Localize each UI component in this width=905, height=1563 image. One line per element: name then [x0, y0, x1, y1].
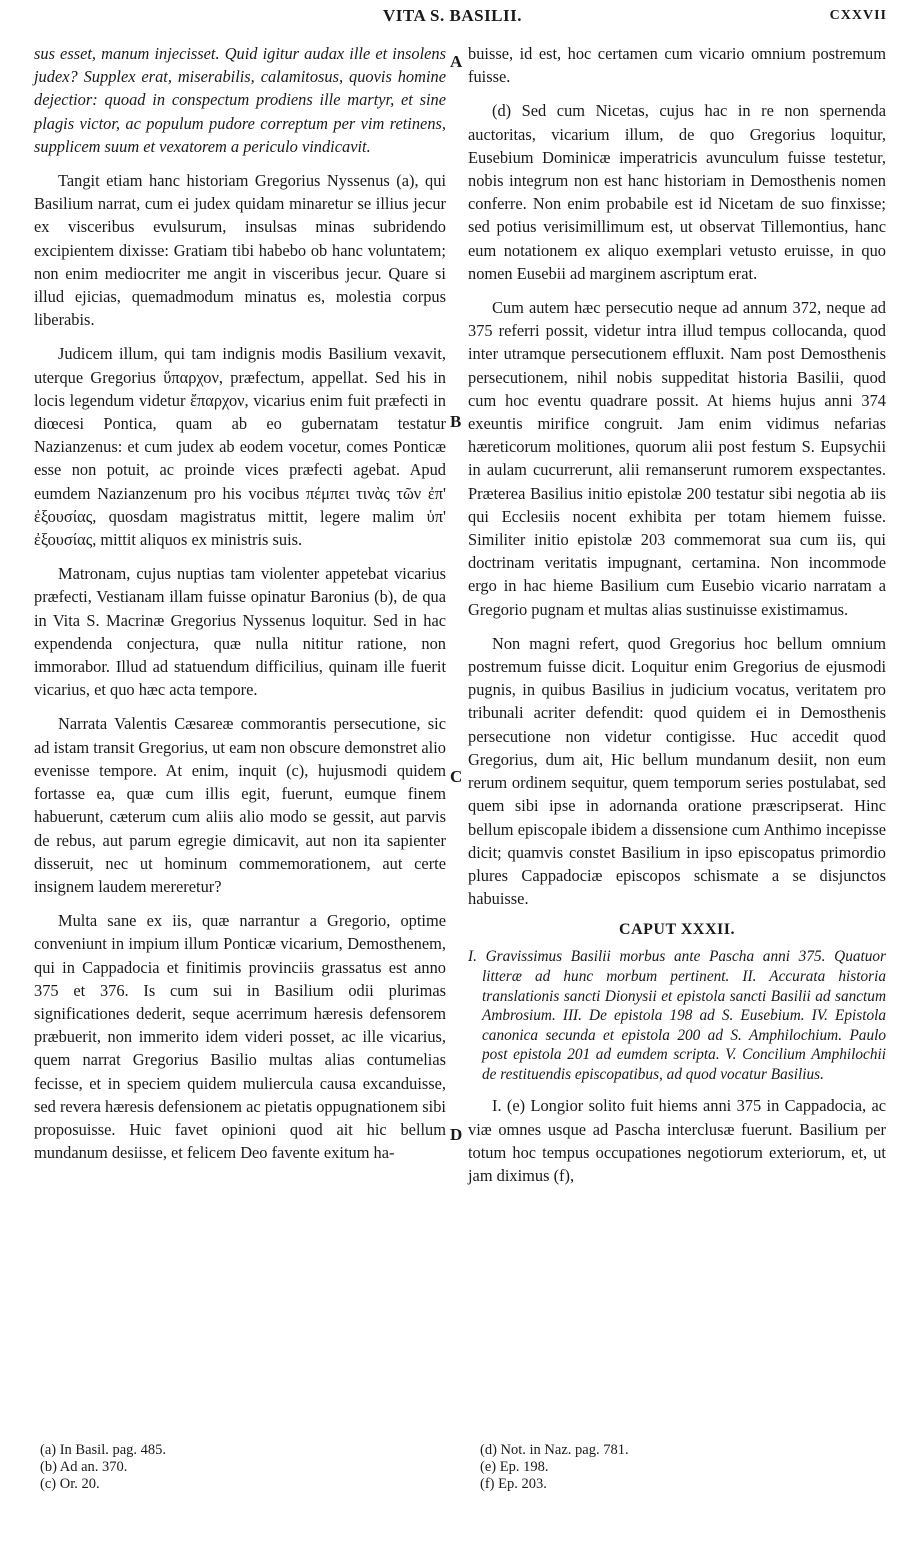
paragraph: Judicem illum, qui tam indignis modis Basilium vexavit, uterque Gregorius ὕπαρχον, præfectum, appellat. Sed his in locis legendum videtur ἔπαρχον, vicarius enim fuit præfecti in diœcesi Pontica, quam ab eo gubernatam testatur Nazianzenus: et cum judex ab eodem vocetur, comes Ponticæ esse non potuit, ac proinde vices præfecti agebat. Apud eumdem Nazianzenum pro his vocibus πέμπει τινὰς τῶν ἐπ' ἐξουσίας, quosdam magistratus mittit, legere malim ὑπ' ἐξουσίας, mittit aliquos ex ministris suis.	[34, 344, 446, 550]
paragraph: Narrata Valentis Cæsareæ commorantis persecutione, sic ad istam transit Gregorius, ut eam non obscure demonstret alio evenisse tempore. At enim, inquit (c), hujusmodi quidem fortasse ea, quæ cum illis egit, fuerunt, eumque finem habuerunt, cæterum cum aliis alio modo se gessit, aut parvis de rebus, aut parum egregie dimicavit, aut non ita sapienter disseruit, nec ut hominum commemorationem, aut certe insignem laudem mereretur?	[34, 714, 446, 896]
paragraph: Multa sane ex iis, quæ narrantur a Gregorio, optime conveniunt in impium illum Ponticæ vicarium, Demosthenem, qui in Cappadocia et finitimis provinciis grassatus est anno 375 et 376. Is cum sui in Basilium odii plurimas significationes dederit, seque acerrimum hæresis defensorem præbuerit, non immerito idem videri posset, ac ille vicarius, quem narrat Gregorius Basilio multas alias contumelias fecisse, et in speciem quidem muliercula causa excanduisse, sed revera hæresis defensionem ac pietatis oppugnationem sibi proposuisse. Huic favet opinioni quod ait hic bellum mundanum desiisse, et felicem Deo favente exitum ha-	[34, 911, 446, 1163]
footnote: (d) Not. in Naz. pag. 781.	[480, 1442, 629, 1458]
page-header	[0, 6, 905, 40]
page-number: CXXVII	[829, 8, 887, 23]
left-column	[34, 42, 446, 1175]
paragraph: Matronam, cujus nuptias tam violenter appetebat vicarius præfecti, Vestianam illam fuisse opinatur Baronius (b), de qua in Vita S. Macrinæ Gregorius Nyssenus loquitur. Sed in hac expendenda conjectura, quæ nulla nititur ratione, non immorabor. Illud ad statuendum difficilius, quinam ille fuerit vicarius, et quo hæc acta tempore.	[34, 564, 446, 700]
margin-letter-c: C	[450, 767, 463, 786]
right-column	[468, 42, 886, 1198]
footnote: (c) Or. 20.	[40, 1476, 100, 1492]
running-title: VITA S. BASILII.	[382, 6, 523, 25]
footnote: (e) Ep. 198.	[480, 1459, 549, 1475]
margin-letter-a: A	[450, 52, 463, 71]
footnote: (b) Ad an. 370.	[40, 1459, 128, 1475]
paragraph: Cum autem hæc persecutio neque ad annum 372, neque ad 375 referri possit, videtur intra illud tempus collocanda, quod inter utramque persecutionem effluxit. Nam post Demosthenis persecutionem, nihil nobis suppeditat historia Basilii, quod cum hoc eventu quadrare possit. At hiems hujus anni 374 exeuntis mirifice congruit. Jam enim vidimus nefarias hæreticorum molitiones, quorum alii post festum S. Eupsychii in aulam cucurrerunt, alii remanserunt rumorem exspectantes. Præterea Basilius initio epistolæ 200 testatur sibi negotia ab iis qui Ecclesiis nocent exhibita per totam hiemem fuisse. Similiter initio epistolæ 203 commemorat sua cum iis, qui doctrinam veritatis impugnant, certamina. Non incommode ergo in hac hieme Basilium cum Eusebio vicario narratam a Gregorio pugnam et multas alias sustinuisse existimamus.	[468, 298, 886, 619]
footnote: (a) In Basil. pag. 485.	[40, 1442, 167, 1458]
paragraph: sus esset, manum injecisset. Quid igitur audax ille et insolens judex? Supplex erat, miserabilis, calamitosus, quovis homine dejectior: quoad in conspectum prodiens ille martyr, et sine plagis victor, ac populum pudore correptum per vim retinens, supplicem suum et vexatorem a periculo vindicavit.	[34, 44, 446, 156]
footnotes-left	[40, 1442, 166, 1493]
margin-letter-d: D	[450, 1125, 463, 1144]
paragraph: buisse, id est, hoc certamen cum vicario omnium postremum fuisse.	[468, 44, 886, 87]
paragraph: Tangit etiam hanc historiam Gregorius Nyssenus (a), qui Basilium narrat, cum ei judex quidam minaretur se illius jecur ex visceribus evulsurum, insulsas minas subridendo excipientem dixisse: Gratiam tibi habebo ob hanc voluntatem; non enim mediocriter me angit in visceribus jecur. Quare si illud ejicias, quemadmodum minatus es, molestia corpus liberabis.	[34, 171, 446, 330]
paragraph: Non magni refert, quod Gregorius hoc bellum omnium postremum fuisse dicit. Loquitur enim Gregorius de ejusmodi pugnis, in quibus Basilius in judicium vocatus, veritatem pro tribunali acriter defendit: quod quidem ei in Demosthenis persecutione non videtur contigisse. Huc accedit quod Gregorius, dum ait, Hic bellum mundanum desiit, non eum rerum ordinem sequitur, quem temporum series postulabat, sed quem sibi ipse in adornanda oratione præscripserat. Hinc bellum episcopale ibidem a dissensione cum Anthimo incepisse dicit; quamvis constet Basilium in ipso episcopatus primordio plures Cappadociæ episcopos schismate a se disjunctos habuisse.	[468, 633, 886, 909]
chapter-heading: CAPUT XXXII.	[619, 921, 735, 939]
footnotes-right	[480, 1442, 629, 1493]
paragraph: (d) Sed cum Nicetas, cujus hac in re non spernenda auctoritas, vicarium illum, de quo Gregorius loquitur, Eusebium Dominicæ imperatricis avunculum fuisse testetur, nobis integrum non est hanc historiam in Demosthenis nomen conferre. Non enim probabile est id Nicetam de suo finxisse; sed potius verisimillimum est, ut observat Tillemontius, hanc eum notationem ex aliquo exemplari vetusto eruisse, in quo nomen Eusebii ad marginem ascriptum erat.	[468, 101, 886, 283]
margin-letter-b: B	[450, 412, 462, 431]
paragraph: I. (e) Longior solito fuit hiems anni 375 in Cappadocia, ac viæ omnes usque ad Pascha interclusæ fuerunt. Basilium per totum hoc tempus occupationes negotiorum exteriorum, et, ut jam diximus (f),	[468, 1096, 886, 1186]
chapter-summary: I. Gravissimus Basilii morbus ante Pascha anni 375. Quatuor litteræ ad hunc morbum pertinent. II. Accurata historia translationis sancti Dionysii et epistola sancti Basilii ad sanctum Ambrosium. III. De epistola 198 ad S. Eusebium. IV. Epistola canonica secunda et epistola 200 ad S. Amphilochium. Paulo post epistola 201 ad eumdem scripta. V. Concilium Amphilochii de restituendis episcopatibus, ad quod vocatur Basilius.	[468, 948, 886, 1083]
footnote: (f) Ep. 203.	[480, 1476, 547, 1492]
